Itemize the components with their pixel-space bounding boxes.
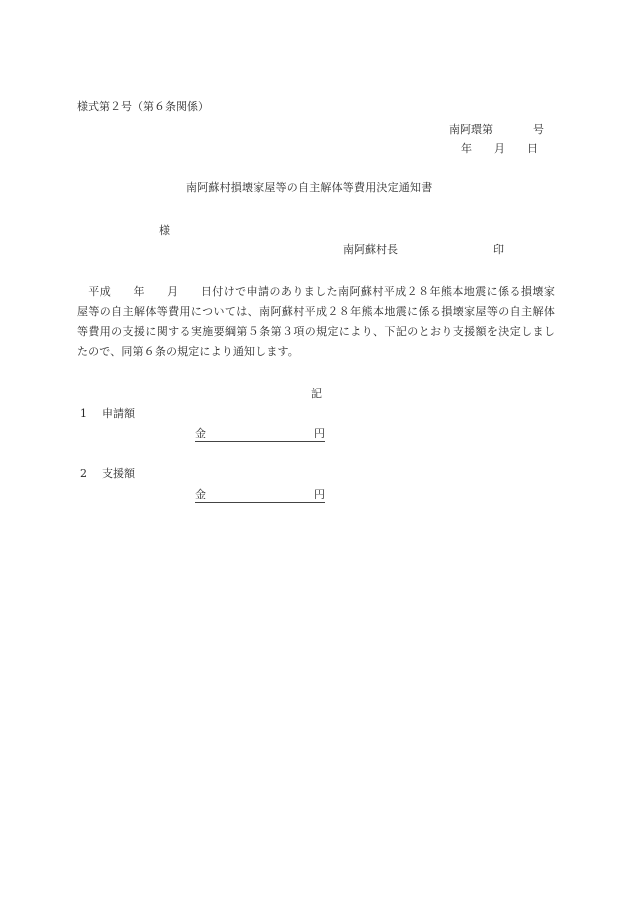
recipient-honorific: 様 — [159, 224, 170, 237]
body-year: 年 — [133, 285, 145, 298]
amount-prefix: 金 — [195, 427, 206, 440]
amount-prefix: 金 — [195, 488, 206, 501]
date-year-label: 年 — [461, 142, 472, 155]
item-number: 2 — [80, 467, 87, 480]
issuer — [343, 243, 504, 257]
item-label: 申請額 — [102, 407, 135, 420]
document-number — [449, 123, 544, 137]
ki-heading: 記 — [311, 387, 322, 400]
body-month: 月 — [166, 285, 179, 298]
body-text: 日付けで申請のありました南阿蘇村平成２８年熊本地震に係る損壊家屋等の自主解体等費用については、南阿蘇村平成２８年熊本地震に係る損壊家屋等の自主解体等費用の支援に関する実施要綱第５条第３項の規定により、下記のとおり支援額を決定しましたので、同第６条の規定により通知します。 — [77, 285, 555, 358]
amount-unit: 円 — [314, 427, 325, 440]
support-amount-field — [195, 488, 325, 503]
issuer-name: 南阿蘇村長 — [343, 243, 398, 256]
body-paragraph — [77, 282, 555, 362]
document-number-suffix: 号 — [533, 123, 544, 136]
applied-amount-field — [195, 427, 325, 442]
item-applied-amount-label — [80, 407, 135, 421]
item-number: 1 — [80, 407, 87, 420]
document-title: 南阿蘇村損壊家屋等の自主解体等費用決定通知書 — [186, 181, 433, 194]
amount-unit: 円 — [314, 488, 325, 501]
date-day-label: 日 — [527, 142, 538, 155]
document-date — [461, 142, 538, 156]
item-label: 支援額 — [102, 467, 135, 480]
item-support-amount-label — [80, 467, 135, 481]
date-month-label: 月 — [494, 142, 505, 155]
form-id: 様式第２号（第６条関係） — [77, 100, 209, 113]
seal-mark: 印 — [493, 243, 504, 256]
document-number-prefix: 南阿環第 — [449, 123, 493, 136]
body-era: 平成 — [88, 285, 112, 298]
